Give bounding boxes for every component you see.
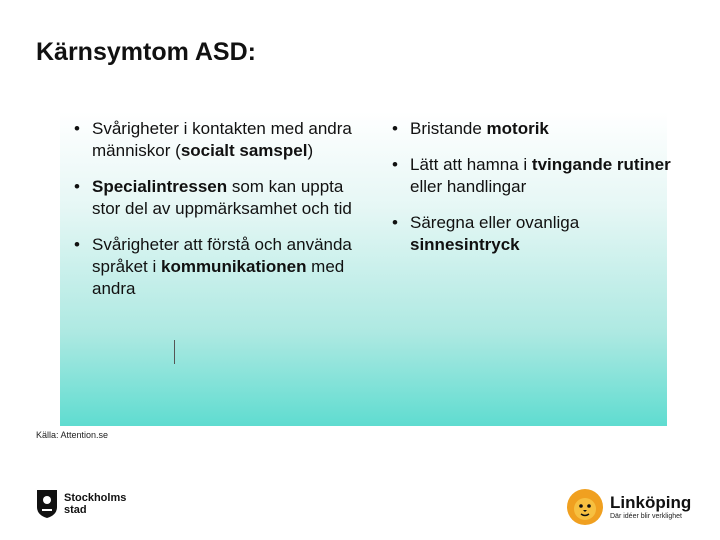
bullet-item bbox=[60, 234, 370, 300]
bullet-marker: • bbox=[74, 235, 80, 254]
stockholm-logo bbox=[36, 489, 126, 519]
bullet-item bbox=[60, 118, 370, 162]
linkoping-logo bbox=[566, 488, 691, 526]
bullet-item bbox=[378, 212, 678, 256]
bullet-text: Svårigheter i kontakten med andra människor ( bbox=[92, 119, 352, 160]
slide-title: Kärnsymtom ASD: bbox=[36, 38, 256, 66]
bullet-item bbox=[378, 154, 678, 198]
stockholm-name-line2: stad bbox=[64, 504, 87, 516]
bullet-text: eller handlingar bbox=[410, 177, 527, 196]
bullet-bold-text: socialt samspel bbox=[180, 141, 308, 160]
linkoping-slogan: Där idéer blir verklighet bbox=[610, 512, 682, 520]
linkoping-name: Linköping bbox=[610, 492, 692, 512]
bullet-marker: • bbox=[392, 119, 398, 138]
bullet-marker: • bbox=[74, 119, 80, 138]
left-bullet-list bbox=[60, 118, 370, 314]
bullet-text: med andra bbox=[92, 257, 345, 298]
bullet-text: Svårigheter att förstå och använda språket i bbox=[92, 235, 352, 276]
bullet-marker: • bbox=[392, 213, 398, 232]
content-panel bbox=[60, 112, 671, 426]
right-bullet-list bbox=[378, 118, 678, 270]
text-cursor bbox=[174, 340, 175, 364]
bullet-bold-text: motorik bbox=[486, 119, 549, 138]
bullet-bold-text: kommunikationen bbox=[160, 257, 307, 276]
bullet-text: Säregna eller ovanliga bbox=[410, 213, 580, 232]
bullet-bold-text: tvingande rutiner bbox=[531, 155, 671, 174]
source-caption: Källa: Attention.se bbox=[36, 430, 109, 440]
bullet-item bbox=[60, 176, 370, 220]
bullet-text: Lätt att hamna i bbox=[410, 155, 532, 174]
bullet-item bbox=[378, 118, 678, 140]
bullet-marker: • bbox=[74, 177, 80, 196]
bullet-marker: • bbox=[392, 155, 398, 174]
stockholm-crest-icon bbox=[36, 489, 58, 519]
bullet-text: som kan uppta stor del av uppmärksamhet och tid bbox=[92, 177, 352, 218]
bullet-text: Bristande bbox=[410, 119, 487, 138]
stockholm-name-line1: Stockholms bbox=[64, 492, 127, 504]
bullet-bold-text: sinnesintryck bbox=[410, 235, 520, 254]
bullet-bold-text: Specialintressen bbox=[92, 177, 228, 196]
bullet-text: ) bbox=[307, 141, 314, 160]
lion-head-icon bbox=[566, 488, 604, 526]
